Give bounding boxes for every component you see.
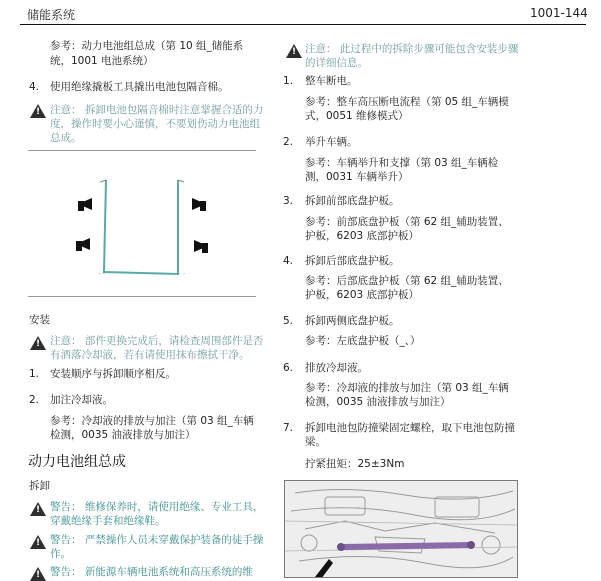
step-number: 6. [283, 362, 294, 374]
reference-text: 检测，0035 油液排放与加注） [305, 396, 451, 408]
reference-text: 统，1001 电池系统） [50, 55, 154, 67]
step-number: 2. [283, 136, 294, 148]
reference-text: 检测，0035 油液排放与加注） [50, 429, 196, 441]
step-number: 4. [283, 255, 294, 267]
underbody-photo-figure [284, 480, 518, 578]
warning-triangle-icon [30, 336, 46, 350]
warning-triangle-icon [30, 535, 46, 549]
step-text: 安装顺序与拆卸顺序相反。 [50, 368, 176, 380]
warning-text: 穿戴绝缘手套和绝缘鞋。 [50, 515, 166, 527]
warning-triangle-icon [30, 502, 46, 516]
note-text: 注意： 拆卸电池包隔音棉时注意掌握合适的力 [50, 104, 264, 116]
svg-text:- -: - - [98, 270, 106, 278]
reference-text: 测，0031 车辆举升） [305, 171, 409, 183]
step-text: 加注冷却液。 [50, 394, 113, 406]
warning-triangle-icon [30, 104, 46, 118]
note-text: 注意： 部件更换完成后，请检查周围部件是否 [50, 335, 264, 347]
step-text: 拆卸电池包防撞梁固定螺栓，取下电池包防撞 [305, 422, 515, 434]
step-text: 拆卸两侧底盘护板。 [305, 315, 400, 327]
reference-text: 式，0051 维修模式） [305, 110, 409, 122]
figure-divider [28, 150, 256, 151]
figure-divider [28, 296, 256, 297]
warning-text: 警告： 严禁操作人员未穿戴保护装备的徒手操 [50, 534, 264, 546]
step-text: 使用绝缘撬板工具撬出电池包隔音棉。 [50, 81, 229, 93]
reference-text: 参考：整车高压断电流程（第 05 组_车辆模 [305, 96, 509, 108]
reference-text: 参考：车辆举升和支撑（第 03 组_车辆检 [305, 157, 499, 169]
step-text: 整车断电。 [305, 75, 358, 87]
step-number: 5. [283, 315, 294, 327]
reference-text: 参考：冷却液的排放与加注（第 03 组_车辆 [50, 415, 254, 427]
insulation-removal-figure [28, 152, 256, 294]
step-number: 7. [283, 422, 294, 434]
reference-text: 参考：左底盘护板（_、） [305, 335, 421, 347]
reference-text: 参考：冷却液的排放与加注（第 03 组_车辆 [305, 382, 509, 394]
reference-text: 参考：前部底盘护板（第 62 组_辅助装置、 [305, 216, 509, 228]
step-text: 举升车辆。 [305, 136, 358, 148]
step-text: 排放冷却液。 [305, 362, 368, 374]
note-text: 注意： 此过程中的拆除步骤可能包含安装步骤 [305, 43, 519, 55]
reference-text: 参考：动力电池组总成（第 10 组_储能系 [50, 40, 244, 52]
section-heading: 动力电池组总成 [28, 454, 126, 470]
warning-text: 警告： 维修保养时，请使用绝缘、专业工具， [50, 501, 264, 513]
step-text: 梁。 [305, 436, 326, 448]
warning-text: 作。 [50, 548, 71, 560]
step-text: 拆卸后部底盘护板。 [305, 255, 400, 267]
torque-spec: 拧紧扭矩：25±3Nm [305, 458, 405, 470]
step-number: 1. [29, 368, 40, 380]
warning-triangle-icon [286, 44, 302, 58]
step-number: 4. [29, 81, 40, 93]
document-section-title: 储能系统 [27, 8, 76, 22]
note-text: 总成。 [50, 132, 82, 144]
subsection-title: 拆卸 [29, 480, 50, 492]
step-number: 2. [29, 394, 40, 406]
note-text: 度，操作时要小心谨慎，不要划伤动力电池组 [50, 118, 260, 130]
step-text: 拆卸前部底盘护板。 [305, 195, 400, 207]
step-number: 3. [283, 195, 294, 207]
note-text: 的详细信息。 [305, 57, 368, 69]
page-number: 1001-144 [530, 6, 588, 20]
subsection-title: 安装 [29, 314, 50, 326]
header-divider [20, 24, 586, 25]
svg-text:- -: - - [178, 270, 186, 278]
warning-text: 警告： 新能源车辆电池系统和高压系统的维 [50, 566, 253, 578]
reference-text: 护板，6203 底部护板） [305, 230, 420, 242]
note-text: 有洒落冷却液，若有请使用抹布擦拭干净。 [50, 349, 250, 361]
reference-text: 护板，6203 底部护板） [305, 289, 420, 301]
step-number: 1. [283, 75, 294, 87]
reference-text: 参考：后部底盘护板（第 62 组_辅助装置、 [305, 275, 509, 287]
